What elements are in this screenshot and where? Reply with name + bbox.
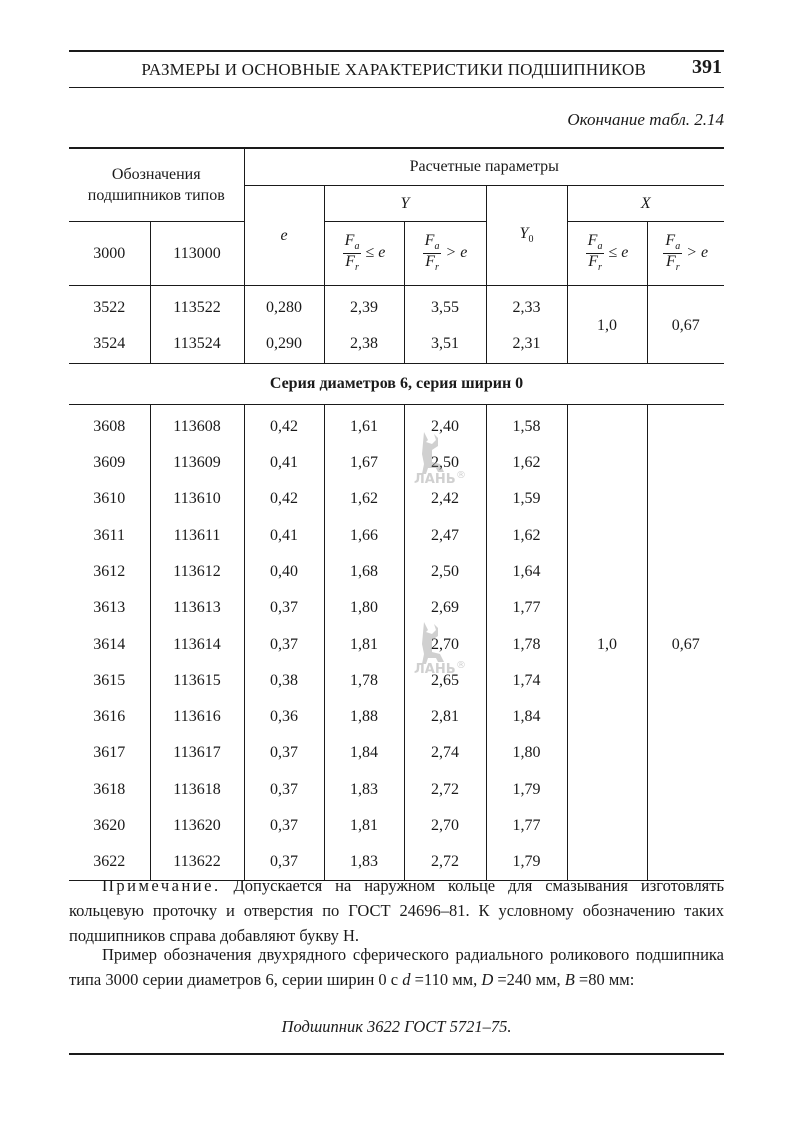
x-cond-le bbox=[567, 222, 647, 286]
fa-fr-fraction: $\frac{F_a}{F_r}$ bbox=[665, 232, 681, 274]
cell-y1: 2,39 bbox=[324, 286, 404, 327]
cell-type-a: 3620 bbox=[69, 808, 150, 844]
header-top-rule bbox=[69, 50, 724, 52]
x-cond-gt bbox=[647, 222, 724, 286]
cell-y2: 2,72 bbox=[404, 772, 486, 808]
cell-y1: 1,61 bbox=[324, 404, 404, 445]
table-note bbox=[69, 873, 724, 948]
watermark-mark: ® bbox=[456, 660, 466, 671]
cell-type-b: 113610 bbox=[150, 481, 244, 517]
y0-symbol: Y bbox=[519, 225, 529, 243]
cell-e: 0,37 bbox=[244, 626, 324, 662]
var-D: D bbox=[481, 970, 494, 989]
fa-fr-fraction: $\frac{F_a}{F_r}$ bbox=[424, 232, 440, 274]
designation-header-text: Обозначения подшипников типов bbox=[87, 166, 225, 204]
cell-type-b: 113622 bbox=[150, 844, 244, 881]
cell-type-a: 3610 bbox=[69, 481, 150, 517]
cell-type-b: 113608 bbox=[150, 404, 244, 445]
cell-y1: 1,83 bbox=[324, 844, 404, 881]
cell-e: 0,41 bbox=[244, 445, 324, 481]
cell-y2: 2,47 bbox=[404, 517, 486, 553]
cell-y2: 3,55 bbox=[404, 286, 486, 327]
cell-e: 0,42 bbox=[244, 404, 324, 445]
cell-y1: 1,83 bbox=[324, 772, 404, 808]
cell-type-b: 113613 bbox=[150, 590, 244, 626]
cell-type-a: 3524 bbox=[69, 326, 150, 363]
cell-y1: 1,81 bbox=[324, 626, 404, 662]
series-title-row bbox=[69, 363, 724, 404]
type-b-header: 113000 bbox=[150, 222, 244, 286]
cell-y2: 2,70 bbox=[404, 808, 486, 844]
cell-e: 0,42 bbox=[244, 481, 324, 517]
cell-x1-merged: 1,0 bbox=[567, 286, 647, 364]
fa-fr-fraction: $\frac{F_a}{F_r}$ bbox=[344, 232, 360, 274]
cell-y2: 2,65 bbox=[404, 663, 486, 699]
cell-type-a: 3611 bbox=[69, 517, 150, 553]
cell-e: 0,40 bbox=[244, 554, 324, 590]
bearing-parameters-table bbox=[69, 147, 724, 881]
cell-y1: 2,38 bbox=[324, 326, 404, 363]
running-header bbox=[69, 54, 724, 84]
cell-x1-merged: 1,0 bbox=[567, 404, 647, 881]
page-number: 391 bbox=[692, 56, 722, 78]
cell-y1: 1,81 bbox=[324, 808, 404, 844]
watermark-text: ЛАНЬ bbox=[414, 662, 456, 677]
cell-y1: 1,88 bbox=[324, 699, 404, 735]
watermark-mark: ® bbox=[456, 470, 466, 481]
y-header: Y bbox=[324, 186, 486, 222]
note-text: Допускается на наружном кольце для смазывания изготовлять кольцевую проточку и отверстия по ГОСТ 24696–81. К условному обозначению таких подшипников справа добавляют букву Н. bbox=[69, 876, 725, 945]
cell-y0: 1,79 bbox=[486, 844, 567, 881]
cell-type-b: 113614 bbox=[150, 626, 244, 662]
cell-y0: 1,77 bbox=[486, 808, 567, 844]
cell-y2: 2,50 bbox=[404, 554, 486, 590]
running-title: РАЗМЕРЫ И ОСНОВНЫЕ ХАРАКТЕРИСТИКИ ПОДШИПНИКОВ bbox=[141, 60, 646, 79]
cell-y2: 3,51 bbox=[404, 326, 486, 363]
table-caption: Окончание табл. 2.14 bbox=[567, 110, 724, 129]
cell-y2: 2,72 bbox=[404, 844, 486, 881]
params-header: Расчетные параметры bbox=[244, 148, 724, 186]
cell-type-a: 3617 bbox=[69, 735, 150, 771]
cell-y0: 1,79 bbox=[486, 772, 567, 808]
table-row bbox=[69, 404, 724, 445]
cell-y0: 1,77 bbox=[486, 590, 567, 626]
cell-type-b: 113620 bbox=[150, 808, 244, 844]
cell-type-b: 113615 bbox=[150, 663, 244, 699]
footer-rule bbox=[69, 1053, 724, 1055]
watermark-text: ЛАНЬ bbox=[414, 472, 456, 487]
cell-y0: 1,84 bbox=[486, 699, 567, 735]
cell-y2: 2,42 bbox=[404, 481, 486, 517]
cond-gt-text: > e bbox=[686, 244, 709, 262]
cell-type-a: 3612 bbox=[69, 554, 150, 590]
cell-type-a: 3522 bbox=[69, 286, 150, 327]
cell-e: 0,37 bbox=[244, 808, 324, 844]
x-header: X bbox=[567, 186, 724, 222]
cell-e: 0,37 bbox=[244, 772, 324, 808]
example-paragraph bbox=[69, 942, 724, 992]
cell-y1: 1,68 bbox=[324, 554, 404, 590]
cell-y0: 1,80 bbox=[486, 735, 567, 771]
cell-type-b: 113612 bbox=[150, 554, 244, 590]
cell-y0: 1,58 bbox=[486, 404, 567, 445]
e-header: e bbox=[244, 186, 324, 286]
note-label: Примечание. bbox=[102, 876, 221, 895]
cell-y1: 1,62 bbox=[324, 481, 404, 517]
cell-type-a: 3615 bbox=[69, 663, 150, 699]
header-row-1 bbox=[69, 148, 724, 186]
cell-type-a: 3613 bbox=[69, 590, 150, 626]
cell-y2: 2,70 bbox=[404, 626, 486, 662]
cell-y1: 1,66 bbox=[324, 517, 404, 553]
y0-header bbox=[486, 186, 567, 286]
example-intro: Пример обозначения двухрядного сферического радиального роликового подшипника типа 3000 серии диаметров 6, серии ширин 0 с bbox=[69, 945, 724, 989]
header-row-3 bbox=[69, 222, 724, 286]
table-row bbox=[69, 286, 724, 327]
cell-type-a: 3622 bbox=[69, 844, 150, 881]
cell-e: 0,37 bbox=[244, 735, 324, 771]
val-d: =110 мм, bbox=[410, 970, 482, 989]
y-cond-gt bbox=[404, 222, 486, 286]
type-a-header: 3000 bbox=[69, 222, 150, 286]
cell-type-b: 113616 bbox=[150, 699, 244, 735]
cell-e: 0,36 bbox=[244, 699, 324, 735]
cell-e: 0,37 bbox=[244, 590, 324, 626]
y-cond-le bbox=[324, 222, 404, 286]
cell-y0: 1,78 bbox=[486, 626, 567, 662]
cell-y0: 1,74 bbox=[486, 663, 567, 699]
cell-x2-merged: 0,67 bbox=[647, 286, 724, 364]
cell-type-b: 113611 bbox=[150, 517, 244, 553]
cell-y1: 1,67 bbox=[324, 445, 404, 481]
var-B: B bbox=[564, 970, 575, 989]
cell-type-b: 113522 bbox=[150, 286, 244, 327]
cond-le-text: ≤ e bbox=[365, 244, 386, 262]
cond-gt-text: > e bbox=[445, 244, 468, 262]
cell-y1: 1,80 bbox=[324, 590, 404, 626]
cell-y0: 1,62 bbox=[486, 517, 567, 553]
watermark-logo bbox=[410, 428, 466, 490]
example-designation: Подшипник 3622 ГОСТ 5721–75. bbox=[281, 1017, 512, 1036]
cell-y2: 2,74 bbox=[404, 735, 486, 771]
series-title: Серия диаметров 6, серия ширин 0 bbox=[69, 363, 724, 404]
cell-y0: 2,31 bbox=[486, 326, 567, 363]
cell-e: 0,37 bbox=[244, 844, 324, 881]
cell-y0: 1,64 bbox=[486, 554, 567, 590]
cell-e: 0,41 bbox=[244, 517, 324, 553]
cell-type-b: 113609 bbox=[150, 445, 244, 481]
cell-e: 0,290 bbox=[244, 326, 324, 363]
cell-type-b: 113524 bbox=[150, 326, 244, 363]
cell-y2: 2,81 bbox=[404, 699, 486, 735]
cell-type-a: 3609 bbox=[69, 445, 150, 481]
cell-y0: 2,33 bbox=[486, 286, 567, 327]
cell-type-a: 3608 bbox=[69, 404, 150, 445]
cell-e: 0,38 bbox=[244, 663, 324, 699]
cell-type-a: 3616 bbox=[69, 699, 150, 735]
val-D: =240 мм, bbox=[493, 970, 565, 989]
cell-e: 0,280 bbox=[244, 286, 324, 327]
cell-y2: 2,69 bbox=[404, 590, 486, 626]
val-B: =80 мм: bbox=[574, 970, 635, 989]
cell-y2: 2,40 bbox=[404, 404, 486, 445]
cell-y2: 2,50 bbox=[404, 445, 486, 481]
cell-type-b: 113617 bbox=[150, 735, 244, 771]
fa-fr-fraction: $\frac{F_a}{F_r}$ bbox=[587, 232, 603, 274]
cell-y1: 1,78 bbox=[324, 663, 404, 699]
header-bottom-rule bbox=[69, 87, 724, 88]
cell-type-b: 113618 bbox=[150, 772, 244, 808]
cond-le-text: ≤ e bbox=[608, 244, 629, 262]
y0-subscript: 0 bbox=[528, 234, 534, 246]
var-d: d bbox=[402, 970, 411, 989]
cell-y1: 1,84 bbox=[324, 735, 404, 771]
designation-header bbox=[69, 148, 244, 222]
cell-type-a: 3618 bbox=[69, 772, 150, 808]
cell-y0: 1,62 bbox=[486, 445, 567, 481]
cell-x2-merged: 0,67 bbox=[647, 404, 724, 881]
cell-y0: 1,59 bbox=[486, 481, 567, 517]
cell-type-a: 3614 bbox=[69, 626, 150, 662]
